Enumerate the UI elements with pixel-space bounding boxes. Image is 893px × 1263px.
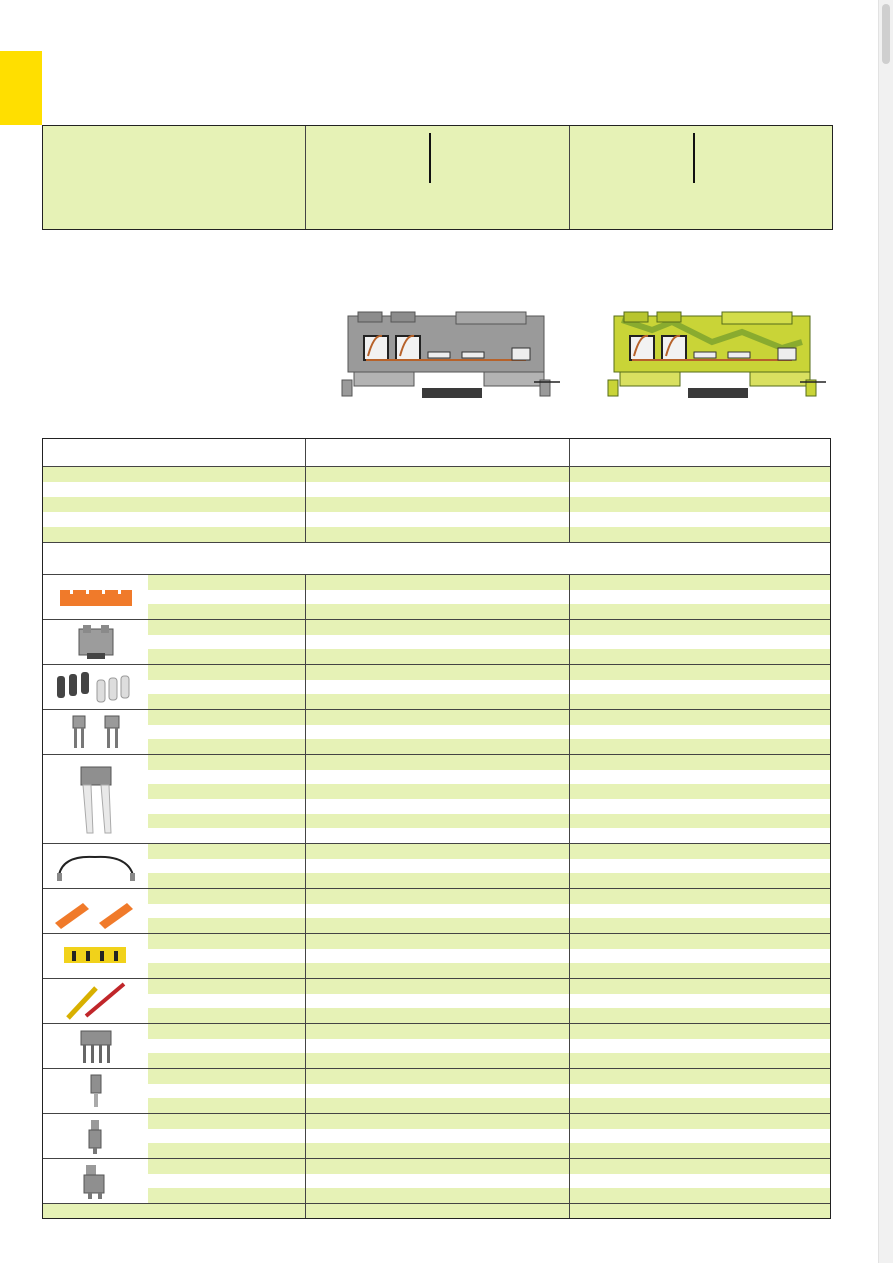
end-plate-icon [43, 620, 148, 664]
accessory-group [43, 575, 830, 620]
table-header-cell [306, 439, 570, 467]
table-row [43, 482, 830, 497]
table-row [43, 497, 830, 512]
accessory-group [43, 665, 830, 710]
accessory-group [43, 1159, 830, 1204]
accessory-group [43, 889, 830, 934]
accessory-group [43, 710, 830, 755]
yellow-marker-strip-icon [43, 934, 148, 978]
ground-terminal-block-image [602, 308, 832, 406]
test-plug-set-icon [43, 665, 148, 709]
orange-marker-carrier-icon [43, 889, 148, 933]
accessory-group [43, 1114, 830, 1159]
dimension-line [693, 133, 695, 183]
test-probe-icon [43, 979, 148, 1023]
accessories-section-header [43, 542, 830, 575]
section-color-tab [0, 51, 42, 125]
scrollbar-thumb[interactable] [882, 4, 890, 64]
grey-terminal-block-image [336, 308, 566, 406]
single-pin-adapter-icon [43, 1069, 148, 1113]
table-header-cell [570, 439, 830, 467]
table-header-cell [43, 439, 306, 467]
multi-pin-jumper-icon [43, 1024, 148, 1068]
accessory-group [43, 755, 830, 844]
technical-data-table [42, 438, 831, 1219]
accessory-group [43, 844, 830, 889]
header-cell-ground-terminal [570, 126, 832, 229]
header-info-box [42, 125, 833, 230]
jumper-pair-icon [43, 710, 148, 754]
table-header-row [43, 439, 830, 467]
table-row [43, 467, 830, 482]
header-cell-grey-terminal [306, 126, 569, 229]
accessory-group [43, 979, 830, 1024]
table-row [43, 512, 830, 527]
dimension-line [429, 133, 431, 183]
table-footer-row [43, 1204, 830, 1218]
accessory-group [43, 620, 830, 665]
accessory-group [43, 934, 830, 979]
vertical-scrollbar[interactable] [878, 0, 893, 1263]
accessory-group [43, 1069, 830, 1114]
header-cell-description [43, 126, 306, 229]
comb-jumper-icon [43, 755, 148, 843]
table-row [43, 527, 830, 542]
wire-link-icon [43, 844, 148, 888]
double-plug-connector-icon [43, 1159, 148, 1203]
accessory-group [43, 1024, 830, 1069]
orange-marker-strip-icon [43, 575, 148, 619]
plug-connector-icon [43, 1114, 148, 1158]
